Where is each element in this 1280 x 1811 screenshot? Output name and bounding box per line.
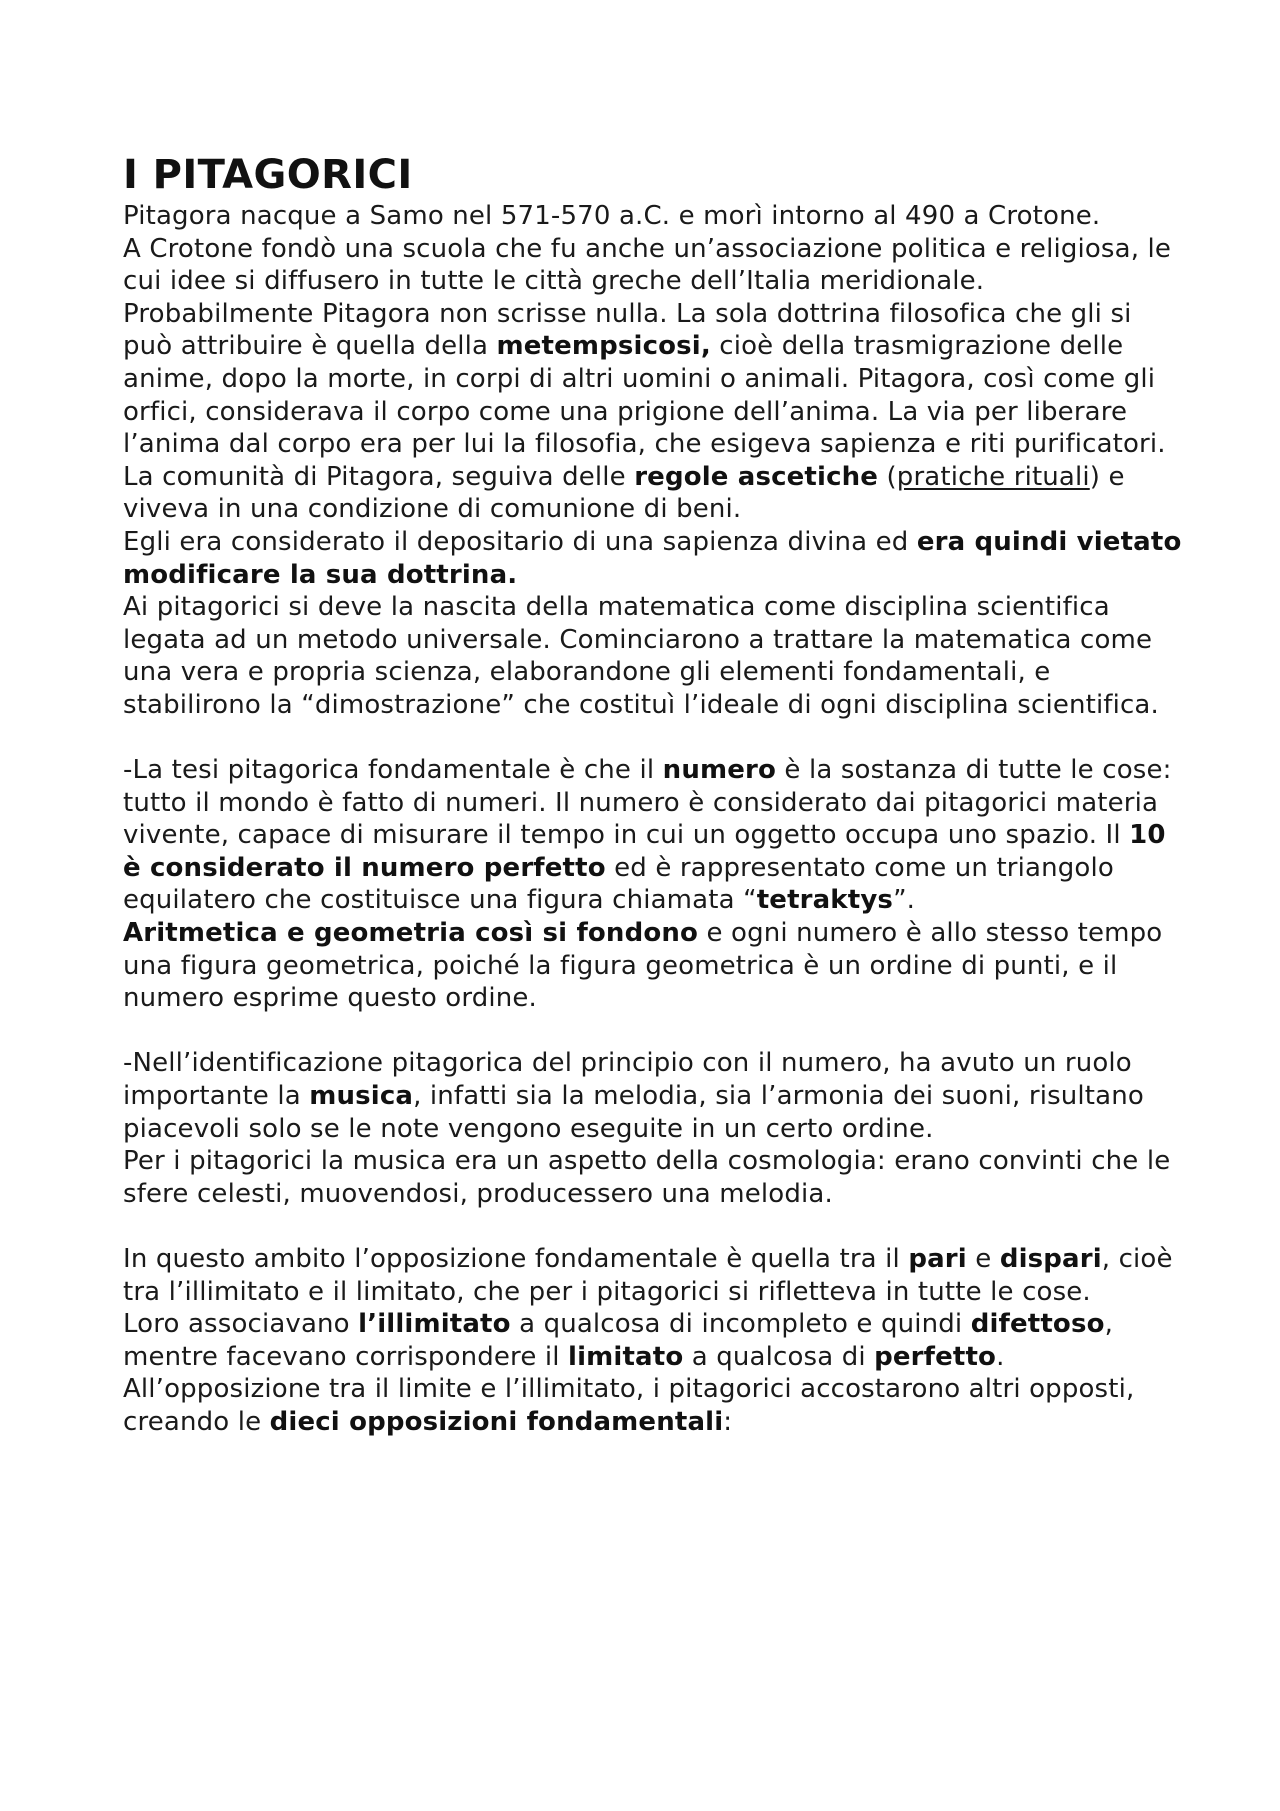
text-run: è la sostanza di tutte le cose: tutto il mondo è fatto di numeri. Il numero è considerato dai pitagorici materia vivente, capace di misurare il tempo in cui un oggetto occupa uno spazio. Il [123, 755, 1172, 851]
text-run: e ogni numero è allo stesso tempo una figura geometrica, poiché la figura geometrica è un ordine di punti, e il numero esprime questo ordine. [123, 918, 1163, 1014]
paragraph-metempsychosis [123, 298, 1183, 461]
bold-term-regole-ascetiche: regole ascetiche [634, 461, 879, 492]
paragraph-mathematics: Ai pitagorici si deve la nascita della matematica come disciplina scientifica legata ad un metodo universale. Cominciarono a trattare la matematica come una vera e propria scienza, elaborandone gli elementi fondamentali, e stabilirono la “dimostrazione” che costituì l’ideale di ogni disciplina scientifica. [123, 592, 1159, 720]
bold-term-limitato: limitato [568, 1341, 684, 1372]
paragraph-community [123, 461, 1183, 526]
text-run: , mentre facevano corrispondere il [123, 1309, 1114, 1372]
bold-term-musica: musica [309, 1081, 414, 1112]
text-run: a qualcosa di incompleto e quindi [510, 1309, 971, 1340]
bold-phrase-vietato-modificare: era quindi vietato modificare la sua dottrina. [123, 526, 1182, 590]
paragraph-music [123, 1047, 1183, 1145]
paragraph-cosmology: Per i pitagorici la musica era un aspetto della cosmologia: erano convinti che le sfere celesti, muovendosi, producessero una melodia. [123, 1146, 1171, 1209]
text-run: a qualcosa di [683, 1341, 875, 1372]
text-run: cioè della trasmigrazione delle anime, dopo la morte, in corpi di altri uomini o animali. Pitagora, così come gli orfici, considerava il corpo come una prigione dell’anima. La via per liberare l’anima dal corpo era per lui la filosofia, che esigeva sapienza e riti purificatori. [123, 331, 1166, 460]
text-run: ”. [893, 885, 916, 916]
bold-phrase-numero-perfetto: 10 è considerato il numero perfetto [123, 820, 1166, 883]
bold-phrase-dieci-opposizioni: dieci opposizioni fondamentali [269, 1406, 724, 1437]
paragraph-spacer [123, 1210, 1183, 1243]
paragraph-even-odd [123, 1243, 1183, 1308]
bold-term-pari: pari [908, 1244, 967, 1274]
text-run: All’opposizione tra il limite e l’illimitato, i pitagorici accostarono altri opposti, creando le [123, 1374, 1135, 1437]
document-page [123, 150, 1183, 1439]
paragraph-arithmetic-geometry [123, 917, 1183, 1015]
document-title: I PITAGORICI [123, 152, 413, 198]
paragraph-doctrine [123, 526, 1183, 591]
bold-term-difettoso: difettoso [970, 1309, 1105, 1340]
text-run: e [966, 1244, 1000, 1274]
paragraph-ten-oppositions [123, 1373, 1183, 1438]
bold-term-metempsicosi: metempsicosi, [496, 331, 711, 362]
text-run: , infatti sia la melodia, sia l’armonia dei suoni, risultano piacevoli solo se le note vengono eseguite in un certo ordine. [123, 1081, 1144, 1144]
text-run: -La tesi pitagorica fondamentale è che il [123, 755, 663, 786]
text-run: ed è rappresentato come un triangolo equilatero che costituisce una figura chiamata “ [123, 852, 1114, 916]
text-run: ( [878, 461, 897, 492]
text-run: Probabilmente Pitagora non scrisse nulla. La sola dottrina filosofica che gli si può attribuire è quella della [123, 298, 1132, 362]
underlined-term-pratiche-rituali: pratiche rituali [896, 461, 1090, 492]
bold-phrase-aritmetica-geometria: Aritmetica e geometria così si fondono [123, 918, 699, 949]
paragraph-number-thesis [123, 754, 1183, 917]
text-run: , cioè tra l’illimitato e il limitato, che per i pitagorici si rifletteva in tutte le cose. [123, 1244, 1173, 1307]
text-run: La comunità di Pitagora, seguiva delle [123, 461, 635, 492]
text-run: Loro associavano [123, 1309, 359, 1340]
bold-term-numero: numero [662, 755, 776, 786]
bold-term-tetraktys: tetraktys [756, 885, 894, 916]
paragraph-limited-unlimited [123, 1308, 1183, 1373]
text-run: : [723, 1406, 733, 1437]
text-run: . [996, 1341, 1005, 1372]
text-run: In questo ambito l’opposizione fondamentale è quella tra il [123, 1244, 909, 1274]
paragraph-spacer [123, 722, 1183, 755]
text-run: Egli era considerato il depositario di una sapienza divina ed [123, 526, 917, 557]
paragraph-birth: Pitagora nacque a Samo nel 571-570 a.C. e morì intorno al 490 a Crotone. [123, 201, 1101, 231]
bold-term-perfetto: perfetto [874, 1341, 997, 1372]
bold-term-illimitato: l’illimitato [358, 1309, 511, 1340]
paragraph-school: A Crotone fondò una scuola che fu anche un’associazione politica e religiosa, le cui idee si diffusero in tutte le città greche dell’Italia meridionale. [123, 233, 1172, 297]
bold-term-dispari: dispari [999, 1244, 1102, 1274]
text-run: -Nell’identificazione pitagorica del principio con il numero, ha avuto un ruolo importante la [123, 1048, 1132, 1112]
paragraph-spacer [123, 1015, 1183, 1048]
text-run: ) e viveva in una condizione di comunione di beni. [123, 461, 1125, 525]
